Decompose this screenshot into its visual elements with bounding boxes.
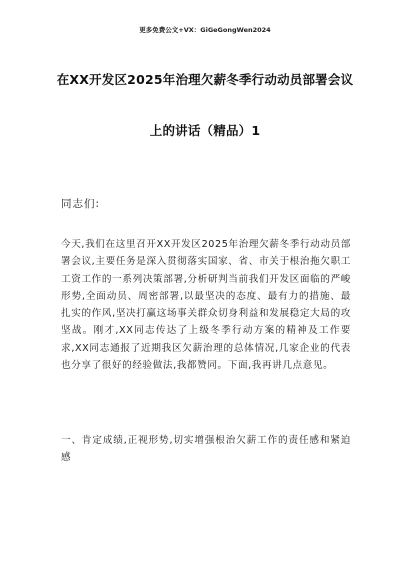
document-title-line-2: 上的讲话（精品）1 [149,123,261,138]
salutation: 同志们: [61,198,101,210]
document-title-line-1: 在XX开发区2025年治理欠薪冬季行动动员部署会议 [56,72,354,87]
body-paragraph-1: 今天,我们在这里召开XX开发区2025年治理欠薪冬季行动动员部署会议,主要任务是深入贯彻落实国家、省、市关于根治拖欠职工工资工作的一系列决策部署,分析研判当前我们开发区面临的严峻形势,全面动员、周密部署,以最坚决的态度、最有力的措施、最扎实的作风,坚决打赢这场事关群众切身利益和发展稳定大局的攻坚战。刚才,XX同志传达了上级冬季行动方案的精神及工作要求,XX同志通报了近期我区欠薪治理的总体情况,几家企业的代表也分享了很好的经验做法,我都赞同。下面,我再讲几点意见。 [61,239,351,372]
section-heading-1: 一、肯定成绩,正视形势,切实增强根治欠薪工作的责任感和紧迫感 [61,435,351,464]
header-note: 更多免费公文+VX：GiGeGongWen2024 [139,26,271,34]
